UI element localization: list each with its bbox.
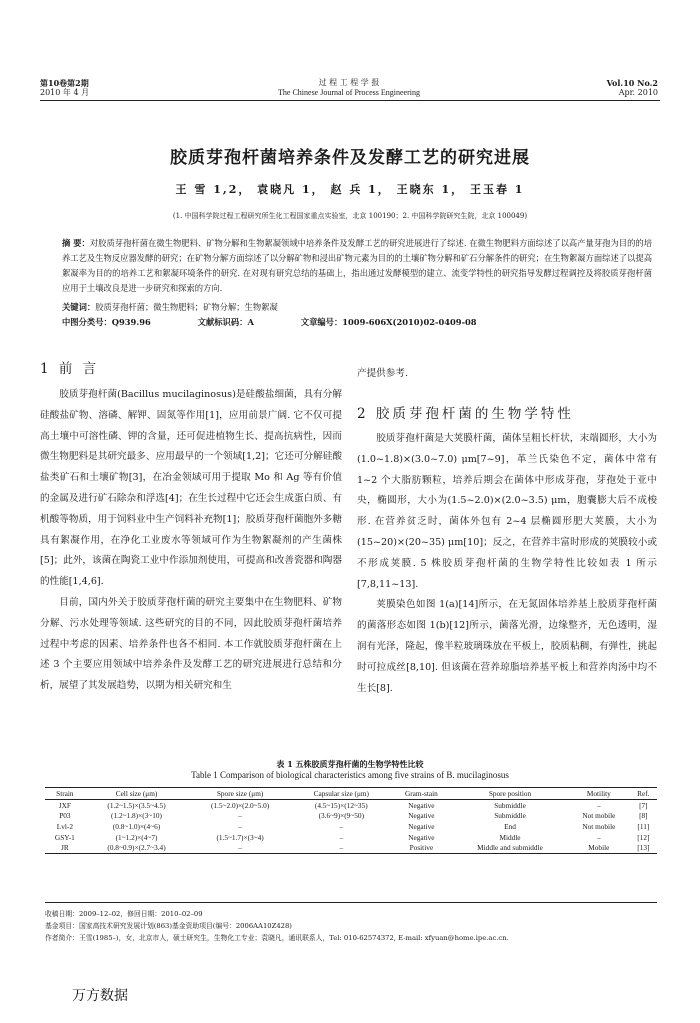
doc-code: 文献标识码：A — [197, 317, 254, 327]
volume-issue-en: Vol.10 No.2 — [606, 78, 658, 88]
col-header: Spore position — [452, 788, 568, 800]
table-cell: (4.5~15)×(12~35) — [314, 800, 368, 810]
section-2-paragraph-2: 荚膜染色如图 1(a)[14]所示，在无氮固体培养基上胶质芽孢杆菌的菌落形态如图 1(b)[12]所示，菌落光滑，边缘整齐，无色透明，湿润有光泽，隆起，像半粒玻璃珠放在平板上，胶质粘稠，有弹性，挑起时可拉成丝[8,10]. 但该菌在营养琼脂培养基平板上和营养肉汤中均不生长[8]. — [357, 599, 657, 694]
table-cell: [13] — [630, 842, 657, 853]
table-cell: [11] — [637, 821, 650, 831]
col-header: Ref. — [630, 788, 657, 800]
table-cell: Middle and submiddle — [452, 842, 568, 853]
table-cell: Negative — [408, 821, 435, 831]
table-cell: – — [238, 811, 242, 821]
table-cell: – — [597, 800, 601, 810]
table-cell: (1.2~1.5)×(3.5~4.5) — [107, 800, 166, 810]
table-cell: JR — [45, 842, 85, 853]
biological-characteristics-table — [45, 787, 657, 854]
table-caption-zh: 表 1 五株胶质芽孢杆菌的生物学特性比较 — [276, 759, 424, 769]
right-column-cont — [357, 364, 657, 385]
table-cell: Middle — [499, 832, 521, 842]
issue-date-en: Apr. 2010 — [618, 88, 658, 97]
table-cell: (0.8~0.9)×(2.7~3.4) — [85, 842, 189, 853]
keywords-label: 关键词： — [62, 302, 96, 312]
watermark-text: 万方数据 — [72, 988, 128, 1004]
table-cell: [12] — [637, 832, 650, 842]
table-row — [45, 821, 657, 832]
table-cell: (1.5~1.7)×(3~4) — [216, 832, 264, 842]
table-cell: – — [292, 842, 391, 853]
table-cell: Not mobile — [582, 821, 616, 831]
table-cell: (1.2~1.8)×(3~10) — [111, 811, 162, 821]
table-row — [45, 811, 657, 822]
table-cell: End — [504, 821, 516, 831]
paper-title: 胶质芽孢杆菌培养条件及发酵工艺的研究进展 — [170, 148, 530, 168]
section-1-paragraph-2: 目前，国内外关于胶质芽孢杆菌的研究主要集中在生物肥料、矿物分解、污水处理等领域. 这些研究的目的不同，因此胶质芽孢杆菌培养过程中考虑的因素、培养条件也各不相同. 本工作就胶质芽孢杆菌在上述 3 个主要应用领域中培养条件及发酵工艺的研究进展进行总结和分析，展望了其发展趋势，以期为相关研究和生 — [40, 596, 342, 692]
journal-name-en: The Chinese Journal of Process Engineering — [278, 88, 420, 97]
table-cell: Submiddle — [494, 800, 526, 810]
table-cell: GSY-1 — [54, 832, 75, 842]
table-cell: Not mobile — [582, 811, 616, 821]
section-1-paragraph-1: 胶质芽孢杆菌(Bacillus mucilaginosus)是硅酸盐细菌，具有分解硅酸盐矿物、溶磷、解钾、固氮等作用[1]，应用前景广阔. 它不仅可提高土壤中可溶性磷、钾的含量，还可促进植物生长、提高抗病性，因而微生物肥料是其研究最多、应用最早的一个领域[1,2]；它还可分解硅酸盐类矿石和土壤矿物[3]，在冶金领域可用于提取 Mo 和 Ag 等有价值的金属及进行矿石除杂和浮选[4]；在生长过程中它还会生成蛋白质、有机酸等物质，用于饲料业中生产饲料补充物[1]；胶质芽孢杆菌胞外多糖具有絮凝作用，在净化工业废水等领域可作为生物絮凝剂的产生菌株[5]；此外，该菌在陶瓷工业中作添加剂使用，可提高和改善瓷器和陶器的性能[1,4,6]. — [40, 389, 342, 588]
volume-issue: 第10卷第2期 — [40, 78, 89, 88]
table-cell: Positive — [391, 842, 452, 853]
table-header-row — [45, 788, 657, 800]
table-cell: – — [339, 832, 344, 842]
table-caption-en: Table 1 Comparison of biological characteristics among five strains of B. mucilaginosus — [191, 770, 509, 780]
table-cell: Negative — [408, 811, 435, 821]
section-2-heading: 2 胶质芽孢杆菌的生物学特性 — [357, 406, 574, 422]
header-rule — [40, 100, 660, 101]
table-cell: Negative — [408, 800, 435, 810]
table-cell: Submiddle — [494, 811, 526, 821]
table-cell: P03 — [59, 811, 71, 821]
abstract-text: 对胶质芽孢杆菌在微生物肥料、矿物分解和生物絮凝领域中培养条件及发酵工艺的研究进展进行了综述. 在微生物肥料方面综述了以高产量芽孢为目的的培养工艺及生物反应器发酵的研究；在矿物分解方面综述了以分解矿物和浸出矿物元素为目的的土壤矿物分解和矿石分解条件的研究；在生物絮凝方面综述了以提高絮凝率为目的的培养工艺和絮凝环境条件的研究. 在对现有研究总结的基础上，指出通过发酵模型的建立、流变学特性的研究指导发酵过程调控及将胶质芽孢杆菌应用于土壤改良是进一步研究和探索的方向. — [62, 238, 653, 293]
table-cell: Negative — [408, 832, 435, 842]
abstract-label: 摘 要： — [62, 238, 90, 248]
table-row — [45, 832, 657, 843]
table-cell: – — [188, 842, 292, 853]
col-header: Motility — [568, 788, 630, 800]
table-cell: Lvl-2 — [56, 821, 73, 831]
keywords — [62, 300, 652, 315]
col-header: Strain — [45, 788, 85, 800]
col-header: Cell size (μm) — [85, 788, 189, 800]
col-header: Capsular size (μm) — [292, 788, 391, 800]
table-cell: [7] — [639, 800, 648, 810]
classification-line — [62, 315, 652, 330]
footnote-rule — [45, 902, 657, 903]
article-number: 文章编号：1009-606X(2010)02-0409-08 — [300, 317, 477, 327]
abstract — [62, 236, 652, 296]
issue-date: 2010 年 4 月 — [40, 88, 90, 97]
table-cell: (1~1.2)×(4~7) — [115, 832, 158, 842]
left-column — [40, 385, 342, 697]
table-cell: Mobile — [568, 842, 630, 853]
table-cell: (3.6~9)×(9~50) — [318, 811, 365, 821]
section-2-paragraph-1: 胶质芽孢杆菌是大荚膜杆菌，菌体呈粗长杆状，末端圆形，大小为(1.0~1.8)×(3.0~7.0) μm[7~9]，革兰氏染色不定，菌体中常有 1~2 个大脂肪颗粒，培养后期会在菌体中形成芽孢，芽孢处于亚中央，椭圆形，大小为(1.5~2.0)×(2.0~3.5) μm，胞囊膨大后不成梭形. 在营养贫乏时，菌体外包有 2~4 层椭圆形肥大荚膜，大小为(15~20)×(20~35) μm[10]；反之，在营养丰富时形成的荚膜较小或不形成荚膜. 5 株胶质芽孢杆菌的生物学特性比较如表 1 所示[7,8,11~13]. — [357, 433, 657, 590]
table-cell: JXF — [58, 800, 71, 810]
table-row — [45, 800, 657, 811]
table-cell: – — [597, 832, 601, 842]
table-cell: (1.5~2.0)×(2.0~5.0) — [210, 800, 270, 810]
affiliation: (1. 中国科学院过程工程研究所生化工程国家重点实验室，北京 100190；2. 中国科学院研究生院，北京 100049) — [172, 212, 528, 220]
section-1-paragraph-2-continued: 产提供参考. — [357, 368, 409, 379]
received-date: 收稿日期：2009–12–02，修回日期：2010–02–09 — [45, 910, 203, 918]
author-bio: 作者简介：王雪(1985–)，女，北京市人，硕士研究生，生物化工专业；袁晓凡，通讯联系人，Tel: 010-62574372, E-mail: xfyuan@home.ipe.ac.cn. — [45, 934, 509, 942]
table-cell: – — [339, 821, 344, 831]
table-cell: (0.8~1.0)×(4~6) — [112, 821, 161, 831]
section-1-heading: 1 前 言 — [40, 361, 100, 377]
clc-number: 中图分类号：Q939.96 — [62, 317, 151, 327]
table-row — [45, 842, 657, 853]
table-cell: [8] — [639, 811, 648, 821]
author-list: 王 雪 1,2， 袁晓凡 1， 赵 兵 1， 王晓东 1， 王玉春 1 — [175, 183, 525, 196]
fund-note: 基金项目：国家高技术研究发展计划(863)基金资助项目(编号：2006AA10Z428) — [45, 922, 292, 930]
journal-name-zh: 过 程 工 程 学 报 — [318, 78, 380, 87]
right-column — [357, 429, 657, 699]
col-header: Spore size (μm) — [188, 788, 292, 800]
table-cell: – — [238, 821, 242, 831]
keywords-text: 胶质芽孢杆菌；微生物肥料；矿物分解；生物絮凝 — [95, 302, 278, 312]
col-header: Gram-stain — [391, 788, 452, 800]
